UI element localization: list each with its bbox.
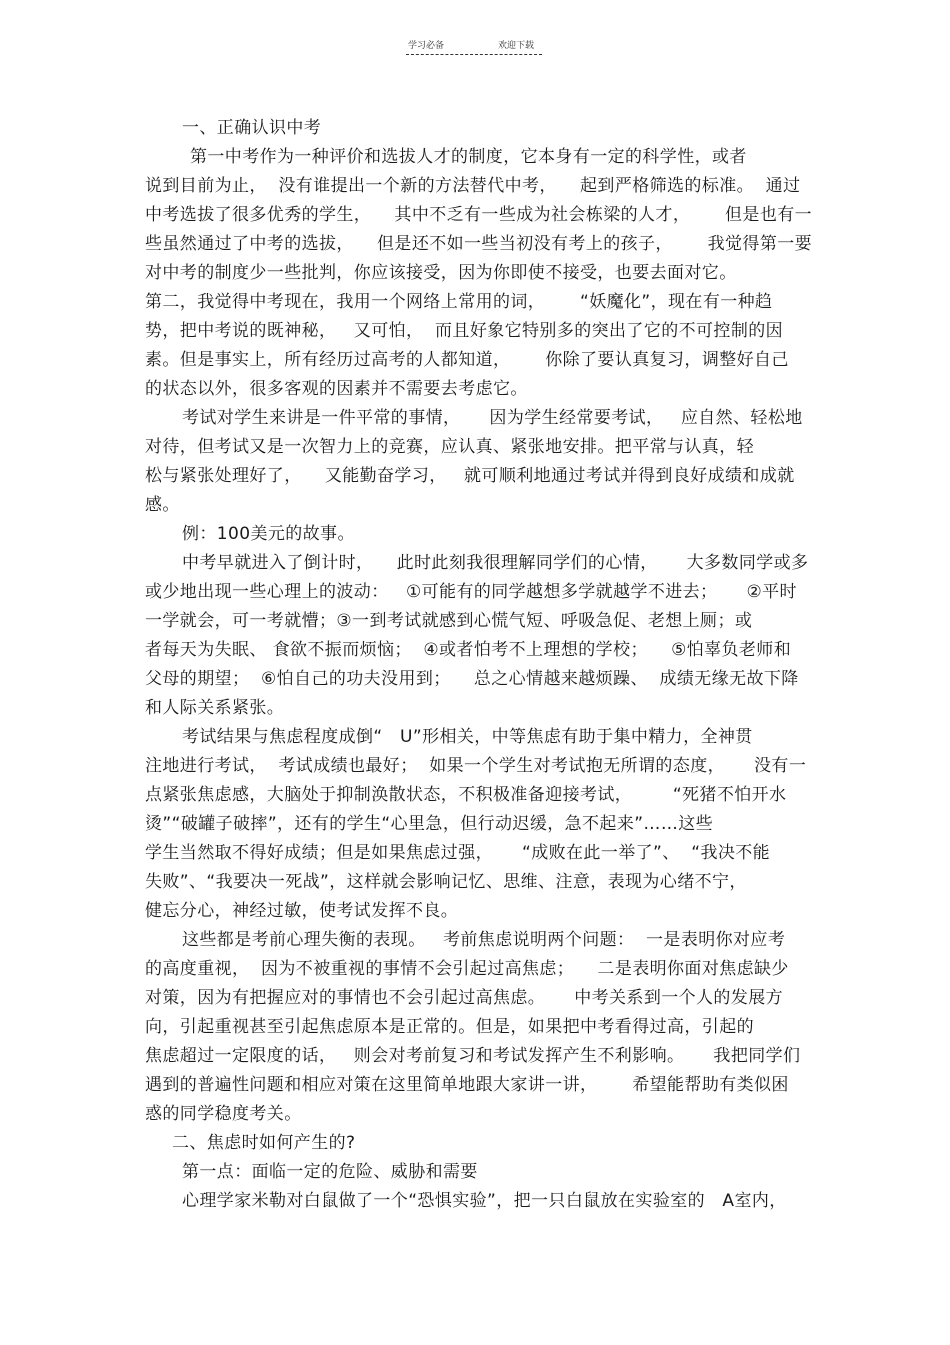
text-line: 向，引起重视甚至引起焦虑原本是正常的。但是，如果把中考看得过高，引起的 bbox=[145, 1017, 754, 1037]
text-line: 失败”、“我要决一死战”，这样就会影响记忆、思维、注意，表现为心绪不宁， bbox=[145, 872, 747, 892]
text-line: 遇到的普遍性问题和相应对策在这里简单地跟大家讲一讲， 希望能帮助有类似困 bbox=[145, 1075, 789, 1095]
section-heading: 二、焦虑时如何产生的? bbox=[172, 1133, 356, 1153]
text-line: 考试对学生来讲是一件平常的事情， 因为学生经常要考试， 应自然、轻松地 bbox=[182, 408, 803, 428]
text-line: 者每天为失眠、 食欲不振而烦恼； ④或者怕考不上理想的学校； ⑤怕辜负老师和 bbox=[145, 640, 792, 660]
text-line: 势，把中考说的既神秘， 又可怕， 而且好象它特别多的突出了它的不可控制的因 bbox=[145, 321, 784, 341]
text-line: 松与紧张处理好了， 又能勤奋学习， 就可顺利地通过考试并得到良好成绩和成就 bbox=[145, 466, 795, 486]
text-line: 素。但是事实上，所有经历过高考的人都知道， 你除了要认真复习，调整好自己 bbox=[145, 350, 789, 370]
text-line: 感。 bbox=[145, 495, 180, 515]
header-dashed-rule bbox=[406, 54, 542, 55]
text-line: 中考选拔了很多优秀的学生， 其中不乏有一些成为社会栋梁的人才， 但是也有一 bbox=[145, 205, 813, 225]
text-line: 父母的期望； ⑥怕自己的功夫没用到； 总之心情越来越烦躁、 成绩无缘无故下降 bbox=[145, 669, 799, 689]
text-line: 中考早就进入了倒计时， 此时此刻我很理解同学们的心情， 大多数同学或多 bbox=[182, 553, 809, 573]
text-line: 第二，我觉得中考现在，我用一个网络上常用的词， “妖魔化”，现在有一种趋 bbox=[145, 292, 773, 312]
text-line: 注地进行考试， 考试成绩也最好； 如果一个学生对考试抱无所谓的态度， 没有一 bbox=[145, 756, 807, 776]
text-line: 对中考的制度少一些批判，你应该接受，因为你即使不接受，也要去面对它。 bbox=[145, 263, 737, 283]
text-line: 焦虑超过一定限度的话， 则会对考前复习和考试发挥产生不利影响。 我把同学们 bbox=[145, 1046, 801, 1066]
text-line: 烫”“破罐子破摔”，还有的学生“心里急，但行动迟缓，急不起来”……这些 bbox=[145, 814, 714, 834]
text-line: 说到目前为止， 没有谁提出一个新的方法替代中考， 起到严格筛选的标准。 通过 bbox=[145, 176, 801, 196]
text-line: 学生当然取不得好成绩；但是如果焦虑过强， “成败在此一举了”、 “我决不能 bbox=[145, 843, 771, 863]
text-line: 的高度重视， 因为不被重视的事情不会引起过高焦虑； 二是表明你面对焦虑缺少 bbox=[145, 959, 789, 979]
text-line: 对策，因为有把握应对的事情也不会引起过高焦虑。 中考关系到一个人的发展方 bbox=[145, 988, 784, 1008]
text-line: 或少地出现一些心理上的波动： ①可能有的同学越想多学就越学不进去； ②平时 bbox=[145, 582, 797, 602]
text-line: 一学就会，可一考就懵；③一到考试就感到心慌气短、呼吸急促、老想上厕；或 bbox=[145, 611, 753, 631]
text-line: 和人际关系紧张。 bbox=[145, 698, 285, 718]
header-right-text: 欢迎下载 bbox=[498, 41, 535, 51]
text-line: 心理学家米勒对白鼠做了一个“恐惧实验”，把一只白鼠放在实验室的 A室内， bbox=[182, 1191, 787, 1211]
text-line: 对待，但考试又是一次智力上的竞赛，应认真、紧张地安排。把平常与认真，轻 bbox=[145, 437, 754, 457]
text-line: 这些都是考前心理失衡的表现。 考前焦虑说明两个问题： 一是表明你对应考 bbox=[182, 930, 786, 950]
text-line: 惑的同学稳度考关。 bbox=[145, 1104, 302, 1124]
text-line: 些虽然通过了中考的选拔， 但是还不如一些当初没有考上的孩子， 我觉得第一要 bbox=[145, 234, 813, 254]
text-line: 健忘分心，神经过敏，使考试发挥不良。 bbox=[145, 901, 459, 921]
text-line: 的状态以外，很多客观的因素并不需要去考虑它。 bbox=[145, 379, 528, 399]
text-line: 例：100美元的故事。 bbox=[182, 524, 355, 544]
section-heading: 一、正确认识中考 bbox=[182, 118, 322, 138]
text-line: 考试结果与焦虑程度成倒“ U”形相关，中等焦虑有助于集中精力，全神贯 bbox=[182, 727, 753, 747]
text-line: 第一中考作为一种评价和选拔人才的制度，它本身有一定的科学性，或者 bbox=[190, 147, 747, 167]
header-left-text: 学习必备 bbox=[408, 41, 445, 51]
subsection-heading: 第一点：面临一定的危险、威胁和需要 bbox=[182, 1162, 478, 1182]
text-line: 点紧张焦虑感，大脑处于抑制涣散状态，不积极准备迎接考试， “死猪不怕开水 bbox=[145, 785, 787, 805]
